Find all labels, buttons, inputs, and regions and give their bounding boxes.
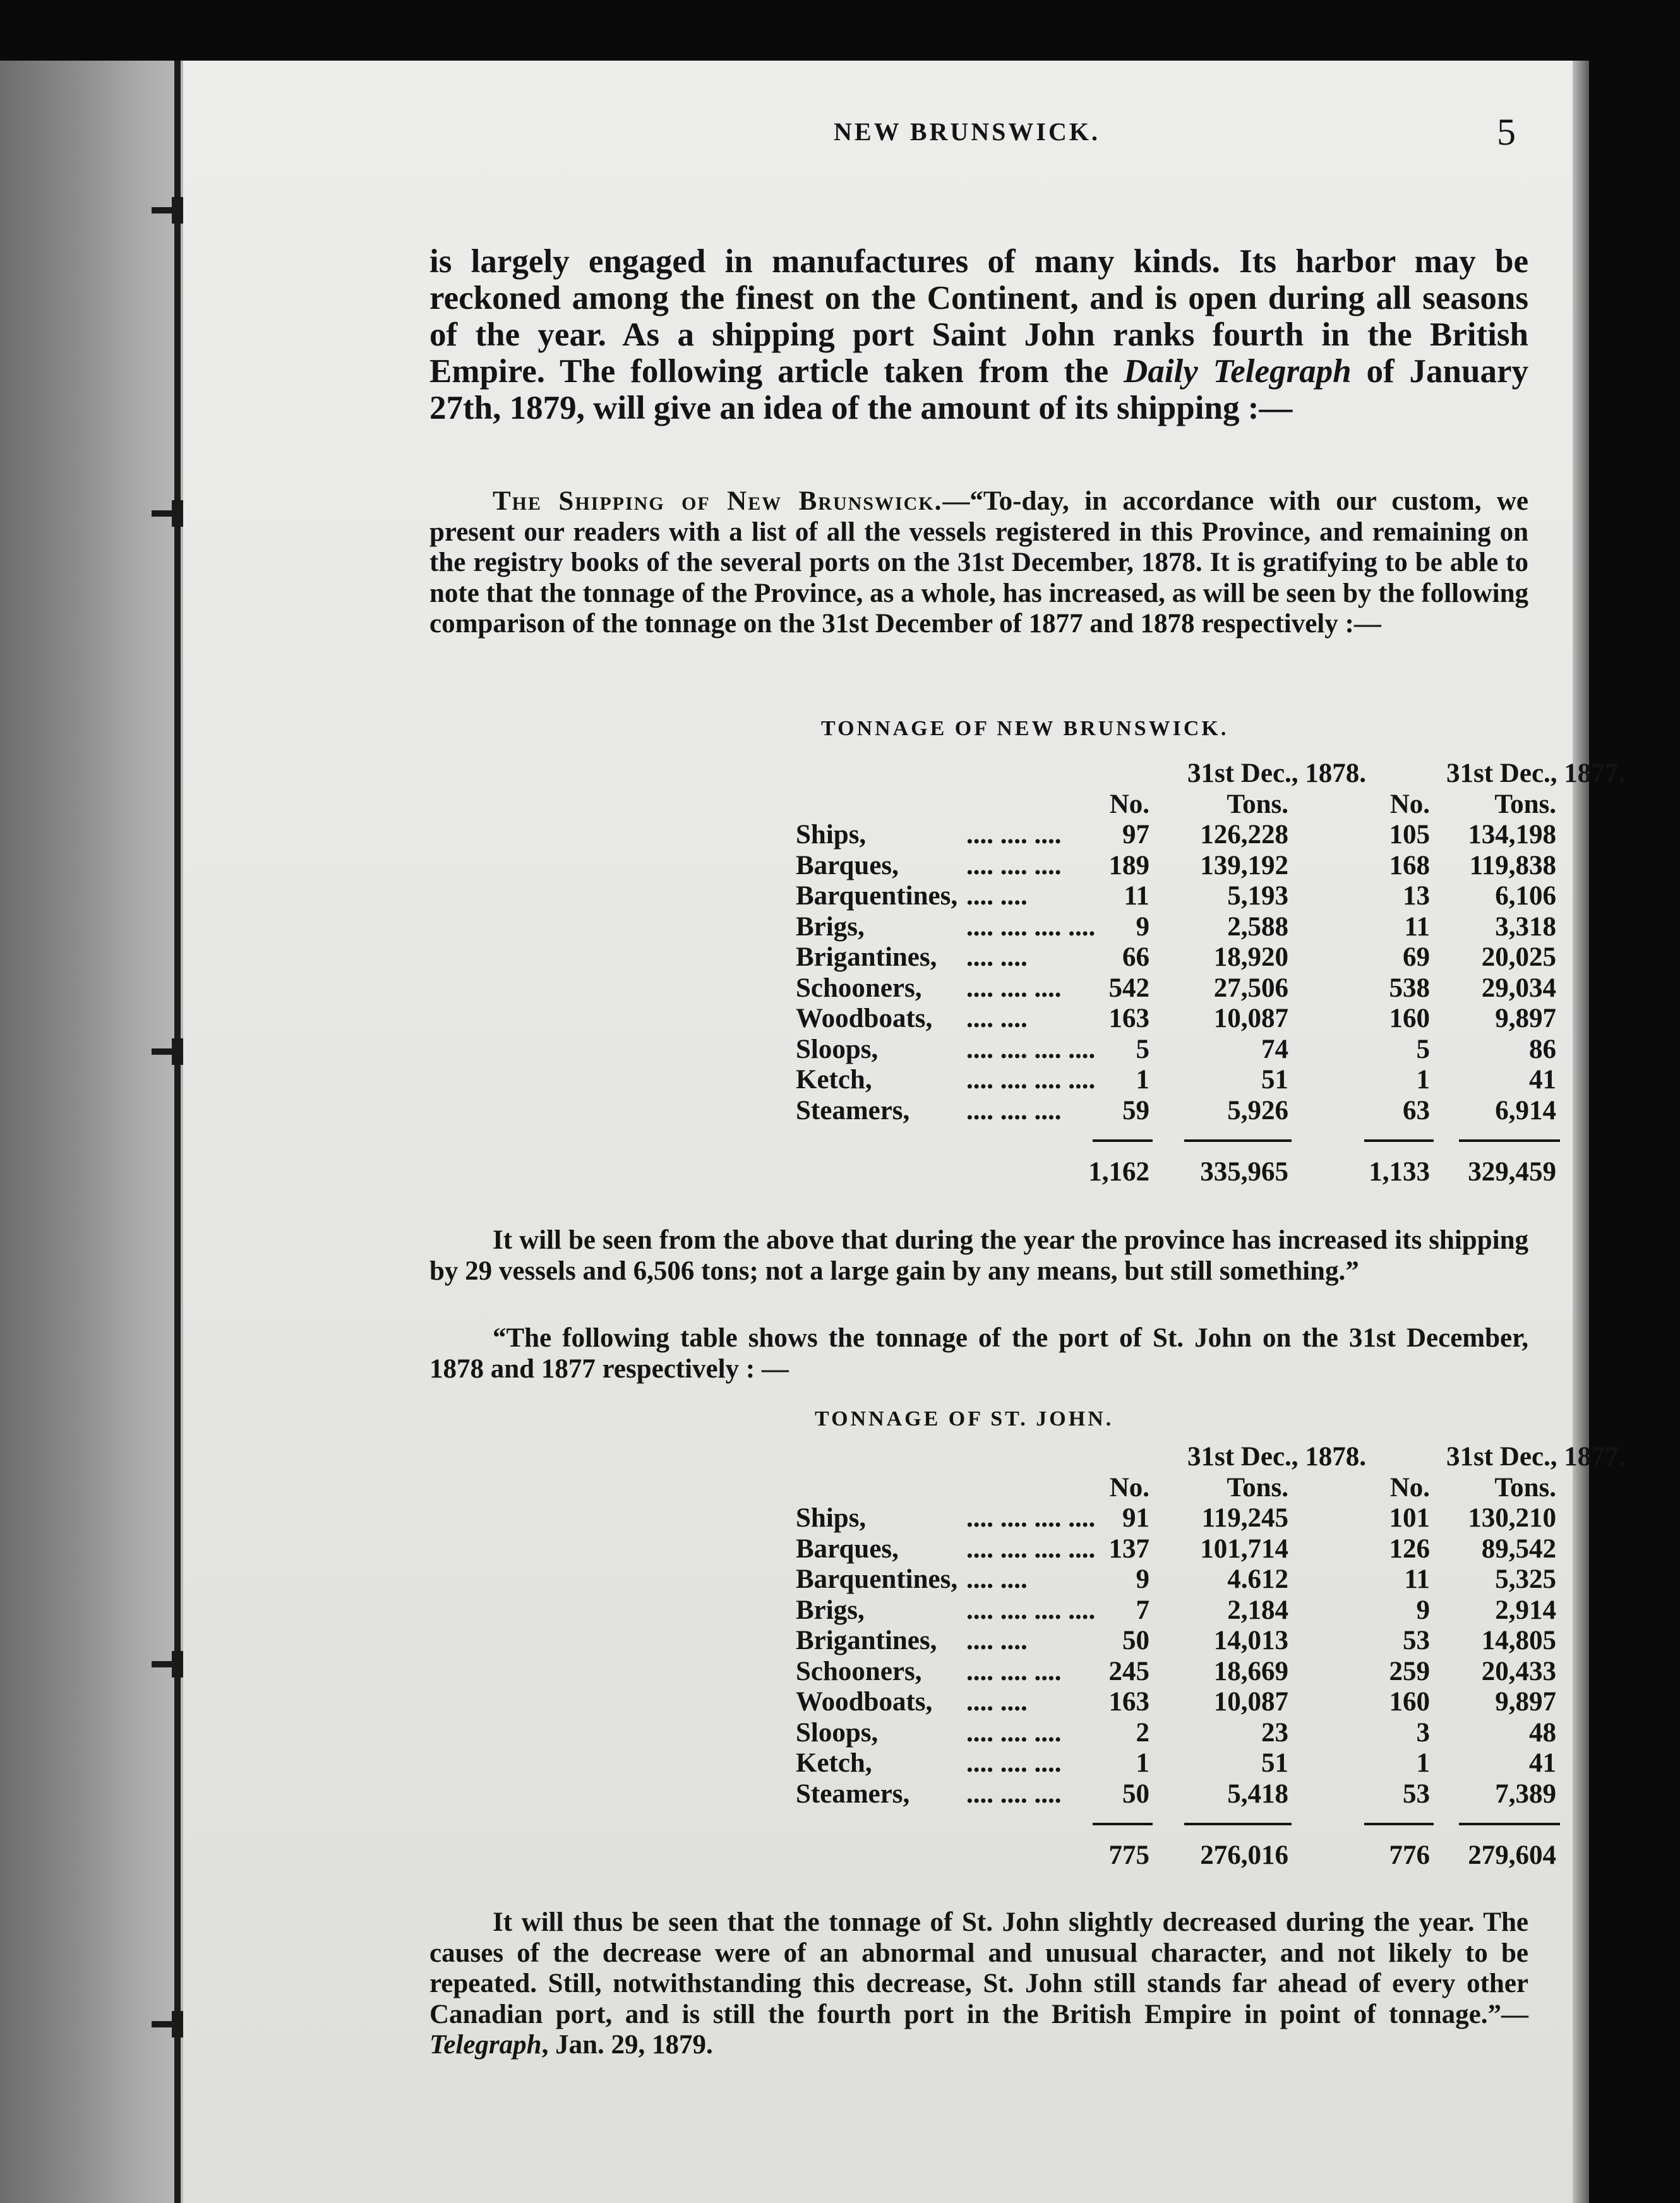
vessels-1877: 1 <box>1416 1748 1430 1778</box>
rule <box>1364 1139 1434 1142</box>
tons-1877: 3,318 <box>1495 911 1556 942</box>
nb-tonnage-table <box>796 758 1680 1187</box>
table-row <box>796 1748 1680 1779</box>
page-content <box>240 0 1626 2142</box>
vessels-1877: 69 <box>1403 942 1430 972</box>
dot-leaders: .... .... .... <box>966 850 1062 880</box>
vessels-1877: 126 <box>1389 1534 1430 1564</box>
dot-leaders: .... .... .... <box>966 973 1062 1003</box>
tons-1878: 74 <box>1261 1034 1288 1064</box>
vessel-type: Ketch, <box>796 1065 872 1095</box>
tons-1878: 18,669 <box>1213 1656 1288 1686</box>
table-rules <box>796 1126 1680 1156</box>
vessels-1878: 542 <box>1108 973 1149 1003</box>
tons-1877: 86 <box>1529 1034 1556 1064</box>
tons-1877: 89,542 <box>1481 1534 1556 1564</box>
vessels-1878: 50 <box>1122 1779 1149 1809</box>
table-column-header <box>796 1472 1680 1503</box>
book-spine <box>0 61 183 2203</box>
dot-leaders: .... .... .... <box>966 1779 1062 1809</box>
running-head: NEW BRUNSWICK. <box>834 117 1100 146</box>
tons-1878: 10,087 <box>1213 1687 1288 1717</box>
article-paragraph <box>429 486 1528 640</box>
vessels-1878: 66 <box>1122 942 1149 972</box>
total-tons-1877: 329,459 <box>1468 1156 1556 1187</box>
vessels-1877: 1 <box>1416 1065 1430 1095</box>
vessels-1878: 5 <box>1136 1034 1149 1064</box>
tons-1878: 14,013 <box>1213 1626 1288 1655</box>
vessels-1878: 1 <box>1136 1748 1149 1778</box>
vessel-type: Ships, <box>796 820 867 849</box>
table-row <box>796 1564 1680 1595</box>
tons-1877: 20,025 <box>1481 942 1556 972</box>
table-row <box>796 819 1680 850</box>
vessels-1878: 11 <box>1124 881 1149 911</box>
total-tons-1878: 335,965 <box>1200 1156 1288 1187</box>
vessels-1877: 160 <box>1389 1687 1430 1717</box>
vessels-1878: 9 <box>1136 1564 1149 1594</box>
tons-1878: 18,920 <box>1213 942 1288 972</box>
tons-1877: 9,897 <box>1495 1004 1556 1033</box>
tons-1877: 2,914 <box>1495 1595 1556 1625</box>
table-row <box>796 973 1680 1004</box>
vessel-type: Brigs, <box>796 911 865 942</box>
table-total-row <box>796 1156 1680 1187</box>
dot-leaders: .... .... <box>966 1687 1028 1717</box>
page-number: 5 <box>1497 111 1516 153</box>
col-tons-1877: Tons. <box>1494 1472 1556 1503</box>
period-1877: 31st Dec., 1877. <box>1446 759 1626 788</box>
vessels-1878: 50 <box>1122 1626 1149 1655</box>
intro-paragraph <box>429 243 1528 426</box>
vessel-type: Sloops, <box>796 1034 879 1064</box>
vessels-1877: 11 <box>1404 911 1430 942</box>
vessels-1878: 163 <box>1108 1687 1149 1717</box>
tons-1877: 14,805 <box>1481 1626 1556 1655</box>
nb-table-title: TONNAGE OF NEW BRUNSWICK. <box>821 717 1229 740</box>
vessels-1877: 3 <box>1416 1717 1430 1748</box>
tons-1877: 5,325 <box>1495 1564 1556 1594</box>
rule <box>1459 1823 1560 1825</box>
intro-text-before: is largely engaged in manufactures of many kinds. Its harbor may be reckoned among the finest on the Continent, and is open during all seasons of the year. As a shipping port Saint John ranks fourth in the British Empire. The following article taken from the <box>429 243 1528 390</box>
vessel-type: Sloops, <box>796 1717 879 1748</box>
vessels-1877: 101 <box>1389 1503 1430 1533</box>
nb-summary-paragraph: It will be seen from the above that during the year the province has increased its shipping by 29 vessels and 6,506 tons; not a large gain by any means, but still something.” <box>429 1225 1528 1286</box>
vessels-1877: 53 <box>1403 1779 1430 1809</box>
tons-1878: 51 <box>1261 1065 1288 1095</box>
table-row <box>796 1595 1680 1626</box>
tons-1878: 51 <box>1261 1748 1288 1778</box>
closing-source: Telegraph <box>429 2030 542 2060</box>
tons-1877: 119,838 <box>1469 850 1556 880</box>
table-row <box>796 850 1680 881</box>
dot-leaders: .... .... <box>966 942 1028 972</box>
newspaper-title: Daily Telegraph <box>1124 353 1352 390</box>
vessel-type: Brigs, <box>796 1595 865 1625</box>
table-column-header <box>796 789 1680 820</box>
tons-1877: 41 <box>1529 1748 1556 1778</box>
period-1878: 31st Dec., 1878. <box>1187 759 1367 788</box>
binding-thread <box>174 61 181 2203</box>
dot-leaders: .... .... .... <box>966 1717 1062 1748</box>
tons-1878: 23 <box>1261 1717 1288 1748</box>
vessels-1877: 13 <box>1403 881 1430 911</box>
dot-leaders: .... .... .... .... <box>966 1065 1096 1095</box>
vessels-1877: 160 <box>1389 1004 1430 1033</box>
col-no-1878: No. <box>1109 1472 1149 1503</box>
vessel-type: Ketch, <box>796 1748 872 1778</box>
vessels-1877: 63 <box>1403 1095 1430 1126</box>
tons-1877: 48 <box>1529 1717 1556 1748</box>
col-tons-1877: Tons. <box>1494 789 1556 819</box>
vessels-1877: 53 <box>1403 1626 1430 1655</box>
tons-1877: 41 <box>1529 1065 1556 1095</box>
tons-1877: 6,106 <box>1495 881 1556 911</box>
rule <box>1093 1139 1153 1142</box>
intro-text-after: of January 27th, 1879, will give an idea of the amount of its shipping :— <box>429 353 1528 426</box>
tons-1878: 5,418 <box>1227 1779 1288 1809</box>
tons-1877: 6,914 <box>1495 1095 1556 1126</box>
vessel-type: Brigantines, <box>796 1626 937 1655</box>
tons-1877: 20,433 <box>1481 1656 1556 1686</box>
tons-1878: 119,245 <box>1201 1503 1288 1533</box>
tons-1878: 4.612 <box>1227 1564 1288 1594</box>
dot-leaders: .... .... .... .... <box>966 1034 1096 1064</box>
tons-1878: 101,714 <box>1200 1534 1288 1564</box>
rule <box>1184 1139 1292 1142</box>
table-row <box>796 1779 1680 1810</box>
total-tons-1877: 279,604 <box>1468 1840 1556 1870</box>
col-no-1877: No. <box>1389 1472 1430 1503</box>
sj-table-title: TONNAGE OF ST. JOHN. <box>815 1407 1114 1431</box>
col-no-1877: No. <box>1389 789 1430 819</box>
dot-leaders: .... .... <box>966 1004 1028 1033</box>
vessel-type: Steamers, <box>796 1779 910 1809</box>
total-no-1877: 776 <box>1389 1840 1430 1870</box>
table-row <box>796 911 1680 942</box>
sj-intro-paragraph: “The following table shows the tonnage of the port of St. John on the 31st December, 1878 and 1877 respectively : — <box>429 1323 1528 1384</box>
vessels-1878: 189 <box>1108 850 1149 880</box>
vessels-1878: 7 <box>1136 1595 1149 1625</box>
table-row <box>796 1095 1680 1126</box>
closing-text: It will thus be seen that the tonnage of St. John slightly decreased during the year. The causes of the decrease were of an abnormal and unusual character, and not likely to be repeated. Still, notwithstanding this decrease, St. John still stands far ahead of every other Canadian port, and is still the fourth port in the British Empire in point of tonnage.”— <box>429 1907 1528 2029</box>
closing-paragraph <box>429 1907 1528 2061</box>
col-tons-1878: Tons. <box>1227 1472 1288 1503</box>
vessel-type: Woodboats, <box>796 1004 933 1033</box>
total-no-1877: 1,133 <box>1369 1156 1430 1187</box>
vessel-type: Woodboats, <box>796 1687 933 1717</box>
table-row <box>796 1686 1680 1717</box>
rule <box>1184 1823 1292 1825</box>
table-row <box>796 1503 1680 1534</box>
vessels-1878: 91 <box>1122 1503 1149 1533</box>
tons-1878: 27,506 <box>1213 973 1288 1003</box>
vessel-type: Schooners, <box>796 1656 922 1686</box>
closing-date: , Jan. 29, 1879. <box>541 2030 713 2060</box>
dot-leaders: .... .... .... <box>966 1656 1062 1686</box>
dot-leaders: .... .... .... .... <box>966 1595 1096 1625</box>
tons-1878: 5,926 <box>1227 1095 1288 1126</box>
dot-leaders: .... .... .... .... <box>966 911 1096 942</box>
vessels-1878: 1 <box>1136 1065 1149 1095</box>
tons-1878: 2,184 <box>1227 1595 1288 1625</box>
vessel-type: Schooners, <box>796 973 922 1003</box>
tons-1878: 126,228 <box>1200 820 1288 849</box>
table-row <box>796 1534 1680 1564</box>
table-row <box>796 1717 1680 1748</box>
vessels-1877: 168 <box>1389 850 1430 880</box>
tons-1877: 7,389 <box>1495 1779 1556 1809</box>
vessel-type: Barquentines, <box>796 881 958 911</box>
table-row <box>796 1003 1680 1034</box>
tons-1877: 9,897 <box>1495 1687 1556 1717</box>
dot-leaders: .... .... .... <box>966 820 1062 849</box>
vessels-1877: 11 <box>1404 1564 1430 1594</box>
vessels-1878: 245 <box>1108 1656 1149 1686</box>
dot-leaders: .... .... <box>966 1564 1028 1594</box>
dot-leaders: .... .... .... .... <box>966 1503 1096 1533</box>
table-period-header <box>796 1441 1680 1472</box>
vessels-1877: 538 <box>1389 973 1430 1003</box>
rule <box>1459 1139 1560 1142</box>
total-no-1878: 1,162 <box>1088 1156 1149 1187</box>
tons-1878: 139,192 <box>1200 850 1288 880</box>
dot-leaders: .... .... <box>966 1626 1028 1655</box>
vessel-type: Barquentines, <box>796 1564 958 1594</box>
vessels-1878: 137 <box>1108 1534 1149 1564</box>
dot-leaders: .... .... .... <box>966 1095 1062 1126</box>
total-tons-1878: 276,016 <box>1200 1840 1288 1870</box>
col-no-1878: No. <box>1109 789 1149 819</box>
vessel-type: Steamers, <box>796 1095 910 1126</box>
table-total-row <box>796 1840 1680 1871</box>
rule <box>1364 1823 1434 1825</box>
vessels-1878: 97 <box>1122 820 1149 849</box>
table-period-header <box>796 758 1680 789</box>
vessel-type: Barques, <box>796 850 899 880</box>
vessels-1877: 9 <box>1416 1595 1430 1625</box>
period-1877: 31st Dec., 1877. <box>1446 1442 1626 1472</box>
article-text: —“To-day, in accordance with our custom, we present our readers with a list of all the vessels registered in this Province, and remaining on the registry books of the several ports on the 31st December, 1878. It is gratifying to be able to note that the tonnage of the Province, as a whole, has increased, as will be seen by the following comparison of the tonnage on the 31st December of 1877 and 1878 respectively :— <box>429 486 1528 639</box>
vessel-type: Ships, <box>796 1503 867 1533</box>
dot-leaders: .... .... <box>966 881 1028 911</box>
vessels-1877: 259 <box>1389 1656 1430 1686</box>
page-header <box>240 111 1541 155</box>
table-row <box>796 1656 1680 1687</box>
table-row <box>796 1034 1680 1065</box>
table-row <box>796 942 1680 973</box>
dot-leaders: .... .... .... .... <box>966 1534 1096 1564</box>
dot-leaders: .... .... .... <box>966 1748 1062 1778</box>
vessels-1878: 2 <box>1136 1717 1149 1748</box>
period-1878: 31st Dec., 1878. <box>1187 1442 1367 1472</box>
vessels-1878: 59 <box>1122 1095 1149 1126</box>
vessels-1877: 5 <box>1416 1034 1430 1064</box>
vessel-type: Barques, <box>796 1534 899 1564</box>
tons-1877: 134,198 <box>1468 820 1556 849</box>
table-rules <box>796 1809 1680 1840</box>
sj-tonnage-table <box>796 1441 1680 1870</box>
vessel-type: Brigantines, <box>796 942 937 972</box>
vessels-1878: 163 <box>1108 1004 1149 1033</box>
table-row <box>796 880 1680 911</box>
article-heading: The Shipping of New Brunswick. <box>493 486 943 516</box>
tons-1878: 5,193 <box>1227 881 1288 911</box>
vessels-1877: 105 <box>1389 820 1430 849</box>
total-no-1878: 775 <box>1108 1840 1149 1870</box>
tons-1877: 130,210 <box>1468 1503 1556 1533</box>
table-row <box>796 1064 1680 1095</box>
tons-1877: 29,034 <box>1481 973 1556 1003</box>
tons-1878: 2,588 <box>1227 911 1288 942</box>
table-row <box>796 1625 1680 1656</box>
vessels-1878: 9 <box>1136 911 1149 942</box>
rule <box>1093 1823 1153 1825</box>
tons-1878: 10,087 <box>1213 1004 1288 1033</box>
col-tons-1878: Tons. <box>1227 789 1288 819</box>
